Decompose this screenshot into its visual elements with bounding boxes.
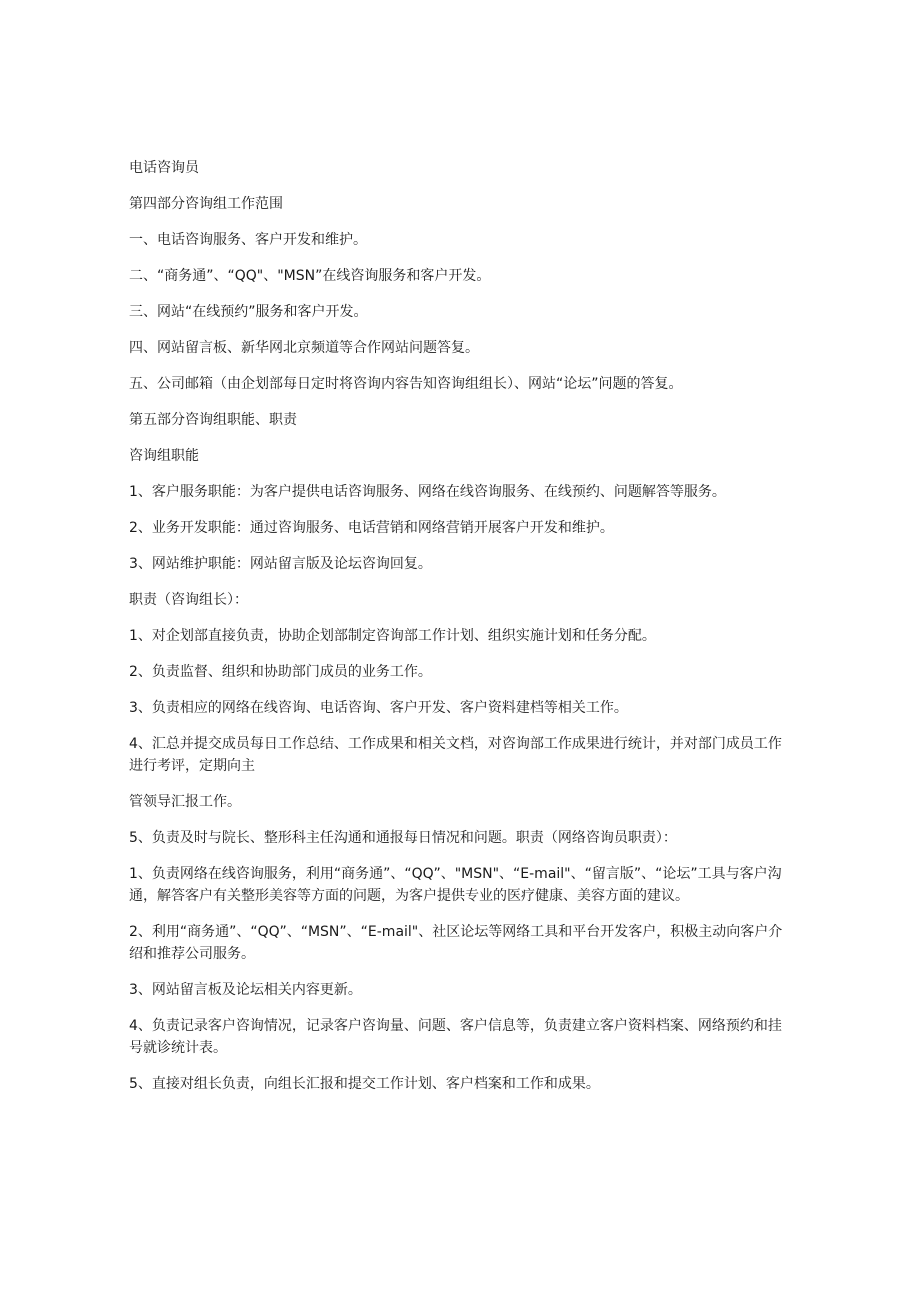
paragraph: 1、对企划部直接负责，协助企划部制定咨询部工作计划、组织实施计划和任务分配。 (129, 628, 656, 644)
paragraph: 二、“商务通”、“QQ"、"MSN”在线咨询服务和客户开发。 (129, 268, 491, 284)
paragraph: 五、公司邮箱（由企划部每日定时将咨询内容告知咨询组组长）、网站“论坛”问题的答复。 (129, 376, 683, 392)
paragraph: 管领导汇报工作。 (129, 794, 241, 810)
subheading: 职责（咨询组长）： (129, 592, 248, 608)
paragraph: 1、负责网络在线咨询服务，利用“商务通”、“QQ”、"MSN"、“E-mail"、“留言版”、“论坛”工具与客户沟通，解答客户有关整形美容等方面的问题，为客户提供专业的医疗健康、美容方面的建议。 (129, 866, 782, 904)
paragraph: 2、业务开发职能：通过咨询服务、电话营销和网络营销开展客户开发和维护。 (129, 520, 614, 536)
paragraph: 3、负责相应的网络在线咨询、电话咨询、客户开发、客户资料建档等相关工作。 (129, 700, 628, 716)
paragraph: 2、负责监督、组织和协助部门成员的业务工作。 (129, 664, 432, 680)
paragraph: 三、网站“在线预约”服务和客户开发。 (129, 304, 368, 320)
paragraph: 4、负责记录客户咨询情况，记录客户咨询量、问题、客户信息等，负责建立客户资料档案、网络预约和挂号就诊统计表。 (129, 1018, 782, 1056)
subheading: 咨询组职能 (129, 448, 199, 464)
section-heading: 第四部分咨询组工作范围 (129, 196, 283, 212)
paragraph: 5、直接对组长负责，向组长汇报和提交工作计划、客户档案和工作和成果。 (129, 1076, 600, 1092)
document-body (129, 157, 791, 1109)
paragraph: 一、电话咨询服务、客户开发和维护。 (129, 232, 367, 248)
section-heading: 第五部分咨询组职能、职责 (129, 412, 297, 428)
paragraph: 3、网站留言板及论坛相关内容更新。 (129, 982, 362, 998)
paragraph: 5、负责及时与院长、整形科主任沟通和通报每日情况和问题。职责（网络咨询员职责）： (129, 830, 677, 846)
paragraph-title: 电话咨询员 (129, 160, 199, 176)
paragraph: 3、网站维护职能：网站留言版及论坛咨询回复。 (129, 556, 432, 572)
paragraph: 4、汇总并提交成员每日工作总结、工作成果和相关文档，对咨询部工作成果进行统计，并对部门成员工作进行考评，定期向主 (129, 736, 782, 774)
paragraph: 1、客户服务职能：为客户提供电话咨询服务、网络在线咨询服务、在线预约、问题解答等服务。 (129, 484, 726, 500)
paragraph: 四、网站留言板、新华网北京频道等合作网站问题答复。 (129, 340, 479, 356)
paragraph: 2、利用“商务通”、“QQ”、“MSN”、“E-mail"、社区论坛等网络工具和平台开发客户，积极主动向客户介绍和推荐公司服务。 (129, 924, 783, 962)
